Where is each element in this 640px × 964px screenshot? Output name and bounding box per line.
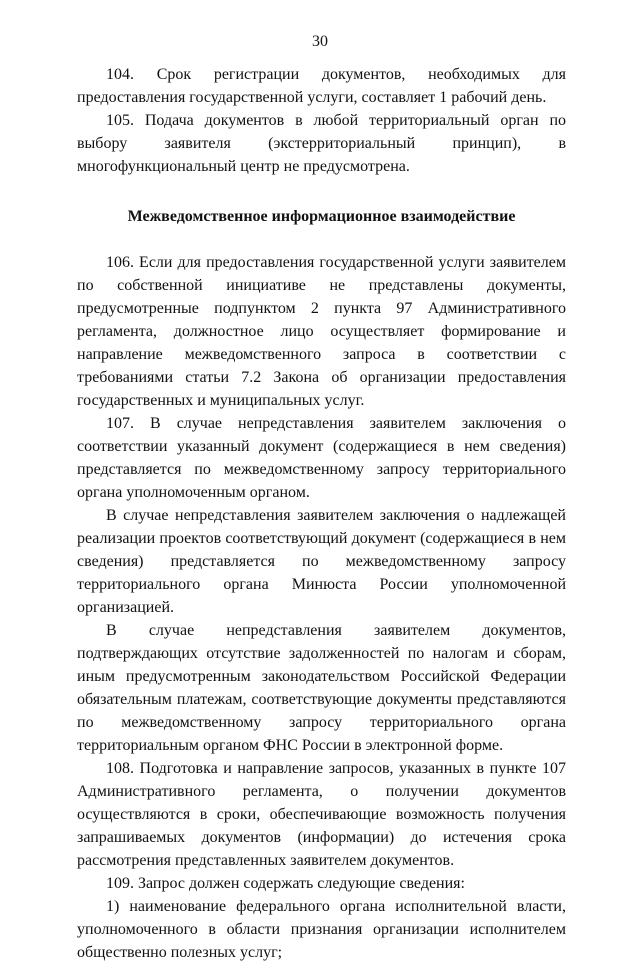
paragraph-109: 109. Запрос должен содержать следующие сведения: — [106, 875, 465, 892]
paragraph-105: 105. Подача документов в любой территориальный орган по выбору заявителя (экстерриториальный принцип), в многофункциональный центр не предусмотрена. — [77, 112, 566, 175]
paragraph-107-tax-documents: В случае непредставления заявителем документов, подтверждающих отсутствие задолженностей по налогам и сборам, иным предусмотренным законодательством Российской Федерации обязательным платежам, соответствующие документы представляются по межведомственному запросу территориального органа территориальным органом ФНС России в электронной форме. — [77, 622, 566, 754]
page-number: 30 — [312, 33, 328, 50]
paragraph-107: 107. В случае непредставления заявителем заключения о соответствии указанный документ (содержащиеся в нем сведения) представляется по межведомственному запросу территориального органа уполномоченным органом. — [77, 415, 566, 501]
paragraph-107-conclusion: В случае непредставления заявителем заключения о надлежащей реализации проектов соответствующий документ (содержащиеся в нем сведения) представляется по межведомственному запросу территориального органа Минюста России уполномоченной организацией. — [77, 507, 566, 616]
paragraph-108: 108. Подготовка и направление запросов, указанных в пункте 107 Административного регламента, о получении документов осуществляются в сроки, обеспечивающие возможность получения запрашиваемых документов (информации) до истечения срока рассмотрения представленных заявителем документов. — [77, 760, 566, 869]
paragraph-104: 104. Срок регистрации документов, необходимых для предоставления государственной услуги, составляет 1 рабочий день. — [77, 66, 566, 106]
paragraph-106: 106. Если для предоставления государственной услуги заявителем по собственной инициативе не представлены документы, предусмотренные подпунктом 2 пункта 97 Административного регламента, должностное лицо осуществляет формирование и направление межведомственного запроса в соответствии с требованиями статьи 7.2 Закона об организации предоставления государственных и муниципальных услуг. — [77, 254, 566, 409]
section-heading: Межведомственное информационное взаимодействие — [127, 208, 516, 225]
document-body — [77, 63, 566, 964]
paragraph-109-item-1: 1) наименование федерального органа исполнительной власти, уполномоченного в области признания организации исполнителем общественно полезных услуг; — [77, 898, 566, 961]
